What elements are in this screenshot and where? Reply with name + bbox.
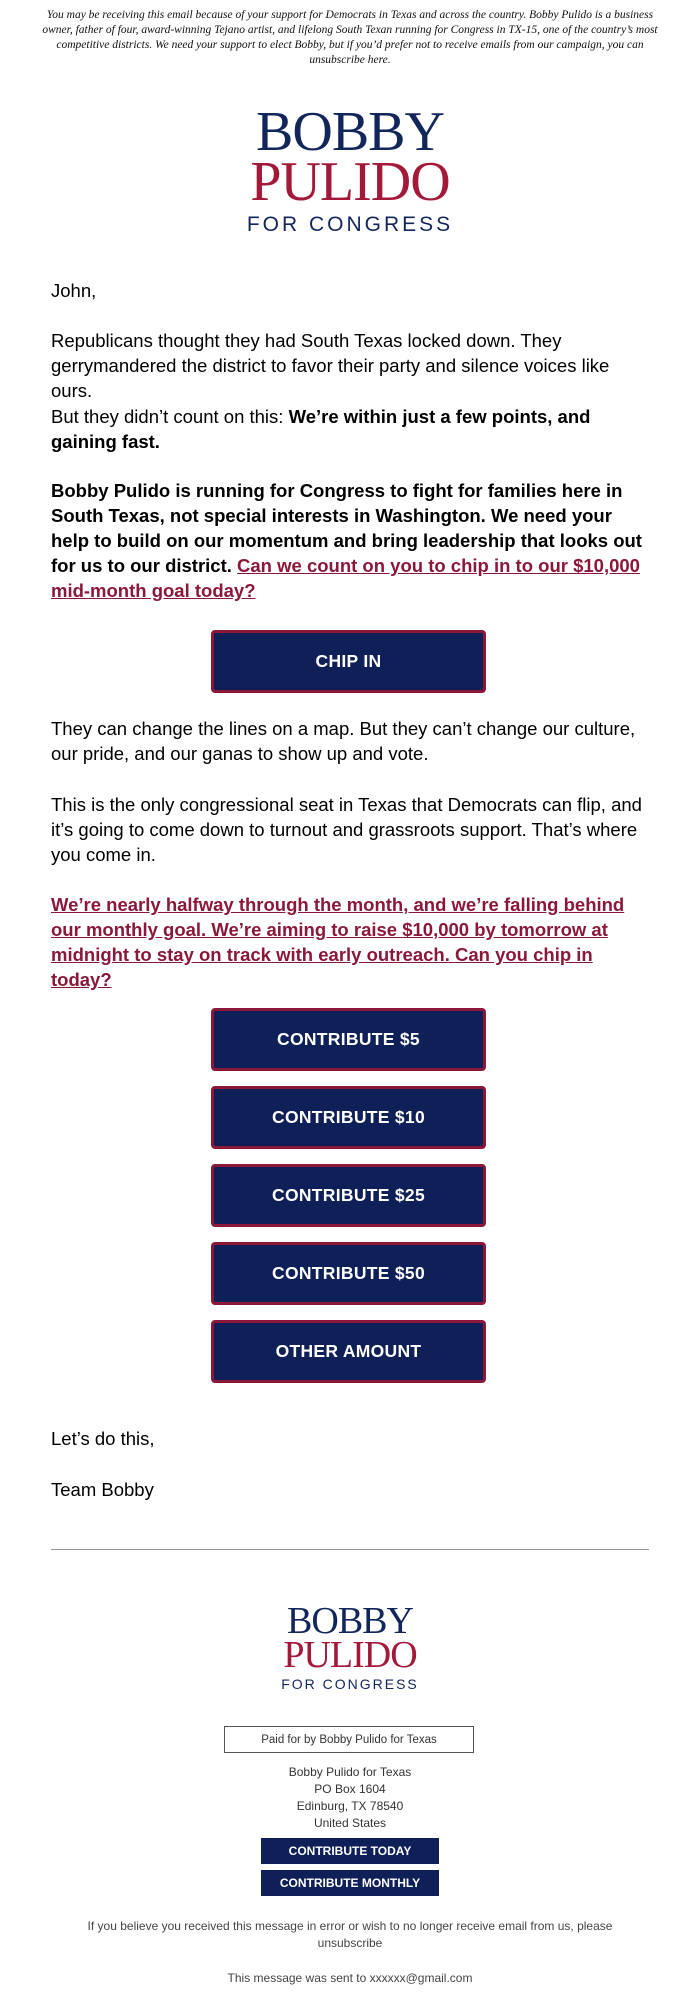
- sent-to-prefix: This message was sent to: [227, 1971, 370, 1985]
- logo-line-pulido: PULIDO: [250, 151, 450, 213]
- paragraph-6: [51, 892, 651, 992]
- logo-line-for-congress: FOR CONGRESS: [246, 213, 454, 236]
- footer-logo-line-pulido: PULIDO: [283, 1634, 417, 1676]
- paragraph-3: [51, 478, 651, 603]
- contribute-25-button[interactable]: CONTRIBUTE $25: [211, 1164, 486, 1227]
- contribute-monthly-button[interactable]: CONTRIBUTE MONTHLY: [261, 1870, 439, 1896]
- paragraph-3-bold: Bobby Pulido is running for Congress to fight for families here in South Texas, not special interests in Washington. We need your help to build on our momentum and bring leadership that looks out for us to our district.: [51, 480, 642, 576]
- greeting: John,: [51, 280, 97, 301]
- sent-to-notice: [70, 1970, 630, 1987]
- logo-line-bobby: BOBBY: [256, 101, 444, 163]
- paragraph-2: [51, 404, 651, 454]
- paragraph-1: Republicans thought they had South Texas locked down. They gerrymandered the district to favor their party and silence voices like ours.: [51, 330, 610, 401]
- contribute-50-button[interactable]: CONTRIBUTE $50: [211, 1242, 486, 1305]
- footer-logo: [250, 1602, 450, 1691]
- contribute-10-button[interactable]: CONTRIBUTE $10: [211, 1086, 486, 1149]
- paragraph-4: They can change the lines on a map. But they can’t change our culture, our pride, and our ganas to show up and vote.: [51, 718, 636, 764]
- monthly-goal-link[interactable]: We’re nearly halfway through the month, and we’re falling behind our monthly goal. We’re aiming to raise $10,000 by tomorrow at midnight to stay on track with early outreach. Can you chip in today?: [51, 894, 625, 990]
- unsubscribe-notice[interactable]: If you believe you received this message in error or wish to no longer receive email from us, please unsubscribe: [87, 1919, 613, 1950]
- chip-in-goal-link[interactable]: Can we count on you to chip in to our $10,000 mid-month goal today?: [51, 555, 640, 601]
- footer-logo-line-for-congress: FOR CONGRESS: [281, 1676, 419, 1692]
- footer-divider: [51, 1549, 649, 1550]
- mailing-address: [200, 1764, 500, 1832]
- contribute-today-button[interactable]: CONTRIBUTE TODAY: [261, 1838, 439, 1864]
- chip-in-button[interactable]: CHIP IN: [211, 630, 486, 693]
- footer-logo-line-bobby: BOBBY: [287, 1600, 413, 1642]
- paragraph-2-bold: We’re within just a few points, and gaining fast.: [51, 406, 591, 452]
- paid-for-disclaimer: Paid for by Bobby Pulido for Texas: [224, 1726, 474, 1753]
- contribute-5-button[interactable]: CONTRIBUTE $5: [211, 1008, 486, 1071]
- campaign-logo: [200, 101, 500, 236]
- address-line-po-box: PO Box 1604: [314, 1782, 386, 1796]
- address-line-city: Edinburg, TX 78540: [296, 1799, 404, 1813]
- paragraph-5: This is the only congressional seat in Texas that Democrats can flip, and it’s going to come down to turnout and grassroots support. That’s where you come in.: [51, 794, 642, 865]
- other-amount-button[interactable]: OTHER AMOUNT: [211, 1320, 486, 1383]
- paragraph-2-text: But they didn’t count on this:: [51, 406, 289, 427]
- signature: Team Bobby: [51, 1479, 154, 1500]
- address-line-name: Bobby Pulido for Texas: [288, 1765, 412, 1779]
- signoff: Let’s do this,: [51, 1428, 155, 1449]
- recipient-email: xxxxxx@gmail.com: [369, 1971, 473, 1985]
- address-line-country: United States: [313, 1816, 387, 1830]
- preheader-text: You may be receiving this email because of your support for Democrats in Texas and across the country. Bobby Pulido is a business owner, father of four, award-winning Tejano artist, and lifelong South Texan running for Congress in TX-15, one of the country’s most competitive districts. We need your support to elect Bobby, but if you’d prefer not to receive emails from our campaign, you can unsubscribe here.: [42, 9, 658, 66]
